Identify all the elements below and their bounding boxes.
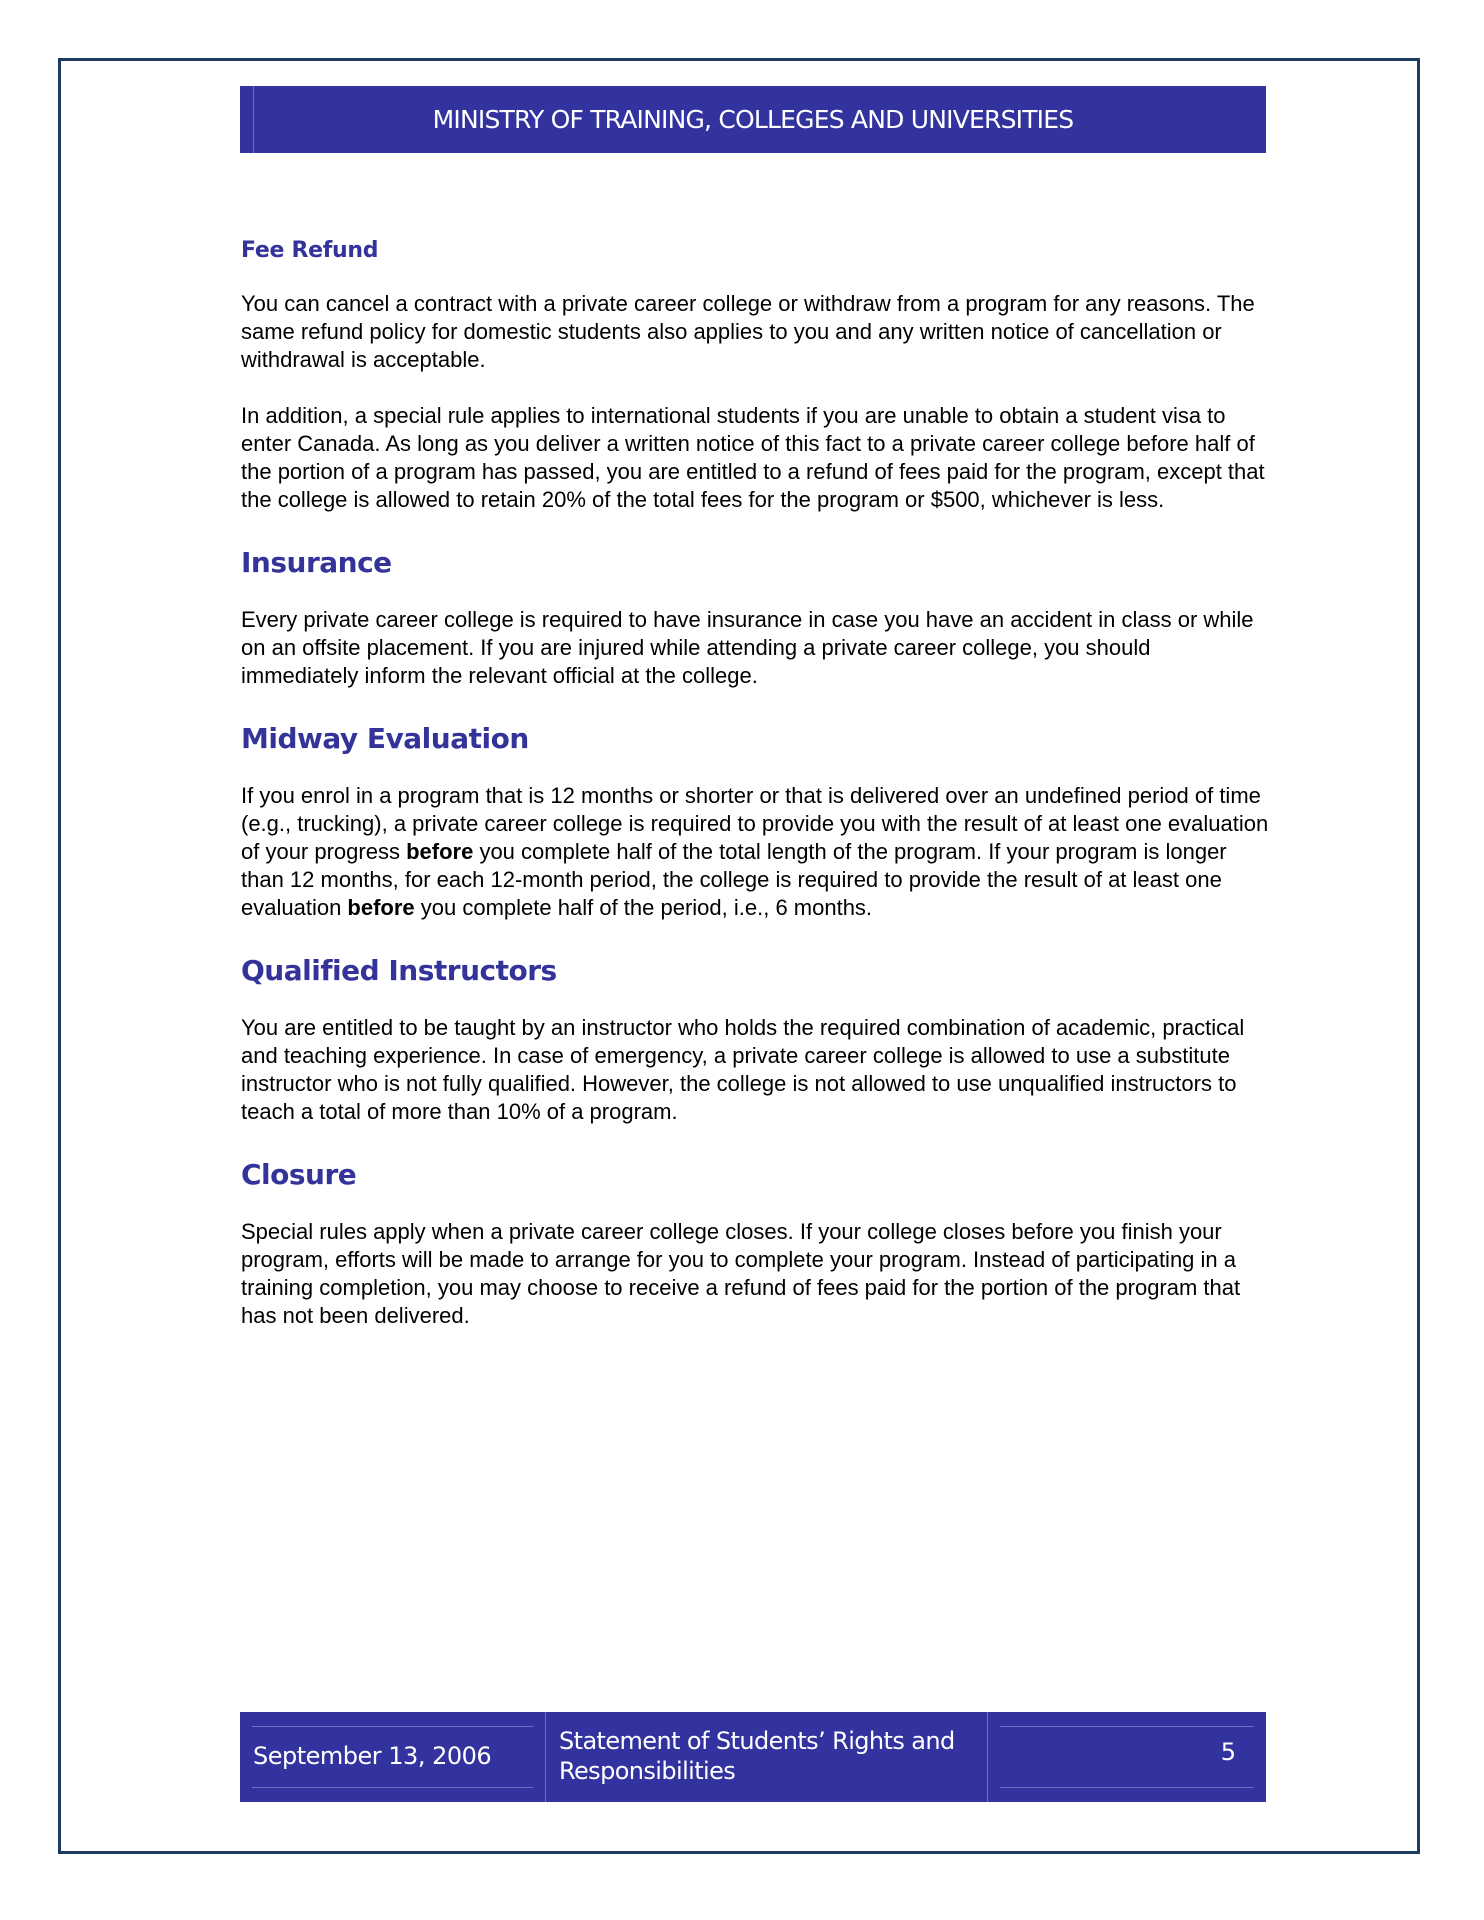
footer-document-title: Statement of Students’ Rights and Responsibilities [559,1727,955,1785]
heading-fee-refund: Fee Refund [241,238,379,263]
fee-refund-paragraph-1: You can cancel a contract with a private career college or withdraw from a program for any reasons. The same refund policy for domestic students also applies to you and any written notice of cancellation or withdrawal is acceptable. [241,291,1255,372]
emphasis-before: before [406,839,474,864]
ministry-header-banner [240,86,1266,153]
footer-page-cell [988,1712,1266,1802]
heading-midway-evaluation: Midway Evaluation [241,722,529,755]
qualified-instructors-paragraph: You are entitled to be taught by an instructor who holds the required combination of academic, practical and teaching experience. In case of emergency, a private career college is allowed to use a substitute instructor who is not fully qualified. However, the college is not allowed to use unqualified instructors to teach a total of more than 10% of a program. [241,1015,1245,1124]
fee-refund-paragraph-2: In addition, a special rule applies to international students if you are unable to obtain a student visa to enter Canada. As long as you deliver a written notice of this fact to a private career college before half of the portion of a program has passed, you are entitled to a refund of fees paid for the program, except that the college is allowed to retain 20% of the total fees for the program or $500, whichever is less. [241,403,1265,512]
main-content [241,238,1271,1330]
closure-paragraph: Special rules apply when a private career college closes. If your college closes before you finish your program, efforts will be made to arrange for you to complete your program. Instead of participating in a training completion, you may choose to receive a refund of fees paid for the portion of the program that has not been delivered. [241,1219,1241,1328]
footer-date-cell [240,1712,546,1802]
header-divider [253,86,254,153]
ministry-title: MINISTRY OF TRAINING, COLLEGES AND UNIVERSITIES [432,105,1074,134]
page-number: 5 [1220,1738,1236,1766]
heading-closure: Closure [241,1158,357,1191]
heading-qualified-instructors: Qualified Instructors [241,954,557,987]
emphasis-before: before [347,895,415,920]
footer-date: September 13, 2006 [253,1742,492,1770]
footer-title-cell [546,1712,988,1802]
midway-evaluation-paragraph: If you enrol in a program that is 12 months or shorter or that is delivered over an undefined period of time (e.g., trucking), a private career college is required to provide you with the result of at least one evaluation of your progress before you complete half of the total length of the program. If your program is longer than 12 months, for each 12-month period, the college is required to provide the result of at least one evaluation before you complete half of the period, i.e., 6 months. [241,783,1269,920]
heading-insurance: Insurance [241,546,392,579]
insurance-paragraph: Every private career college is required to have insurance in case you have an accident in class or while on an offsite placement. If you are injured while attending a private career college, you should immediately inform the relevant official at the college. [241,607,1254,688]
footer-bar [240,1712,1266,1802]
